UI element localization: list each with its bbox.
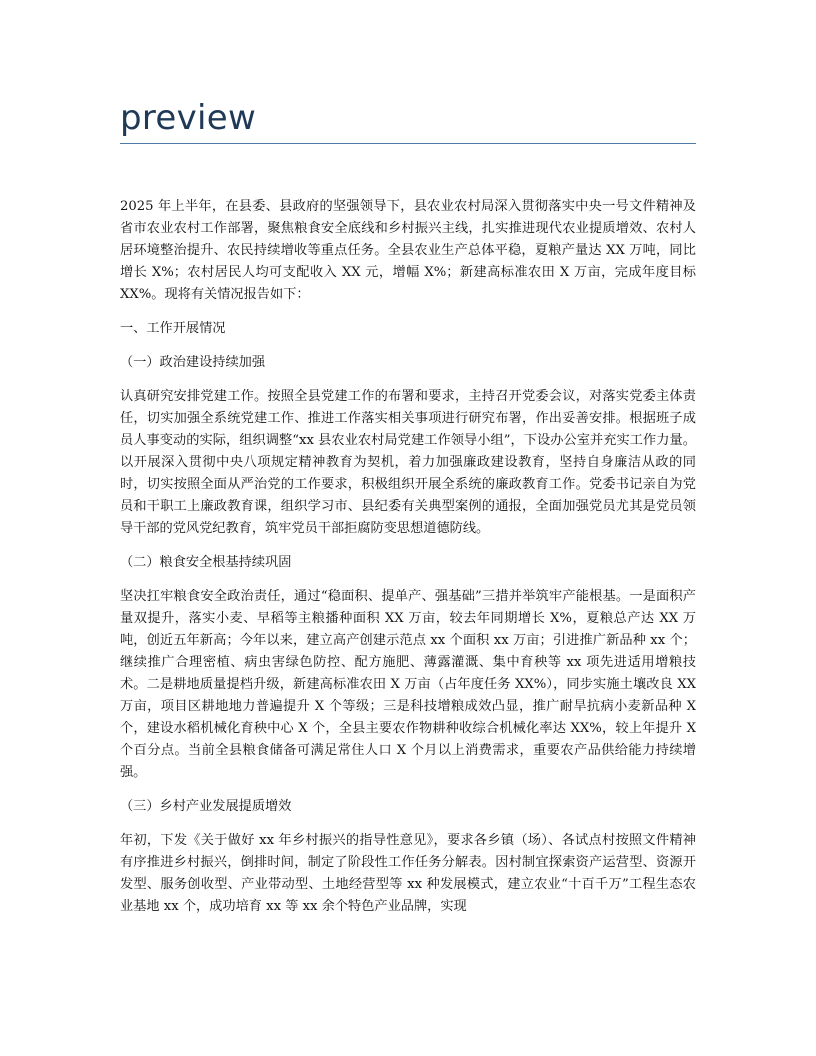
- document-body: [120, 196, 696, 918]
- intro-paragraph: 2025 年上半年，在县委、县政府的坚强领导下，县农业农村局深入贯彻落实中央一号文件精神及省市农业农村工作部署，聚焦粮食安全底线和乡村振兴主线，扎实推进现代农业提质增效、农村人居环境整治提升、农民持续增收等重点任务。全县农业生产总体平稳，夏粮产量达 XX 万吨，同比增长 X%；农村居民人均可支配收入 XX 元，增幅 X%；新建高标准农田 X 万亩，完成年度目标 XX%。现将有关情况报告如下：: [120, 199, 696, 302]
- page-title: preview: [120, 98, 257, 138]
- body-paragraph: 坚决扛牢粮食安全政治责任，通过“稳面积、提单产、强基础”三措并举筑牢产能根基。一是面积产量双提升，落实小麦、早稻等主粮播种面积 XX 万亩，较去年同期增长 X%，夏粮总产达 XX 万吨，创近五年新高；今年以来，建立高产创建示范点 xx 个面积 xx 万亩；引进推广新品种 xx 个；继续推广合理密植、病虫害绿色防控、配方施肥、薄露灌溉、集中育秧等 xx 项先进适用增粮技术。二是耕地质量提档升级，新建高标准农田 X 万亩（占年度任务 XX%），同步实施土壤改良 XX 万亩，项目区耕地地力普遍提升 X 个等级；三是科技增粮成效凸显，推广耐旱抗病小麦新品种 X 个，建设水稻机械化育秧中心 X 个，全县主要农作物耕种收综合机械化率达 XX%，较上年提升 X 个百分点。当前全县粮食储备可满足常住人口 X 个月以上消费需求，重要农产品供给能力持续增强。: [120, 589, 696, 780]
- body-paragraph: 认真研究安排党建工作。按照全县党建工作的布署和要求，主持召开党委会议，对落实党委主体责任，切实加强全系统党建工作、推进工作落实相关事项进行研究布署，作出妥善安排。根据班子成员人事变动的实际，组织调整“xx 县农业农村局党建工作领导小组”，下设办公室并充实工作力量。以开展深入贯彻中央八项规定精神教育为契机，着力加强廉政建设教育，坚持自身廉洁从政的同时，切实按照全面从严治党的工作要求，积极组织开展全系统的廉政教育工作。党委书记亲自为党员和干职工上廉政教育课，组织学习市、县纪委有关典型案例的通报，全面加强党员尤其是党员领导干部的党风党纪教育，筑牢党员干部拒腐防变思想道德防线。: [120, 389, 696, 536]
- subsection-heading: （一）政治建设持续加强: [120, 355, 266, 370]
- title-divider: [120, 143, 696, 144]
- section-heading: 一、工作开展情况: [120, 321, 226, 336]
- subsection-heading: （二）粮食安全根基持续巩固: [120, 555, 292, 570]
- subsection-heading: （三）乡村产业发展提质增效: [120, 799, 292, 814]
- body-paragraph: 年初，下发《关于做好 xx 年乡村振兴的指导性意见》，要求各乡镇（场）、各试点村按照文件精神有序推进乡村振兴，倒排时间，制定了阶段性工作任务分解表。因村制宜探索资产运营型、资源开发型、服务创收型、产业带动型、土地经营型等 xx 种发展模式，建立农业“十百千万”工程生态农业基地 xx 个，成功培育 xx 等 xx 余个特色产业品牌，实现: [120, 833, 696, 914]
